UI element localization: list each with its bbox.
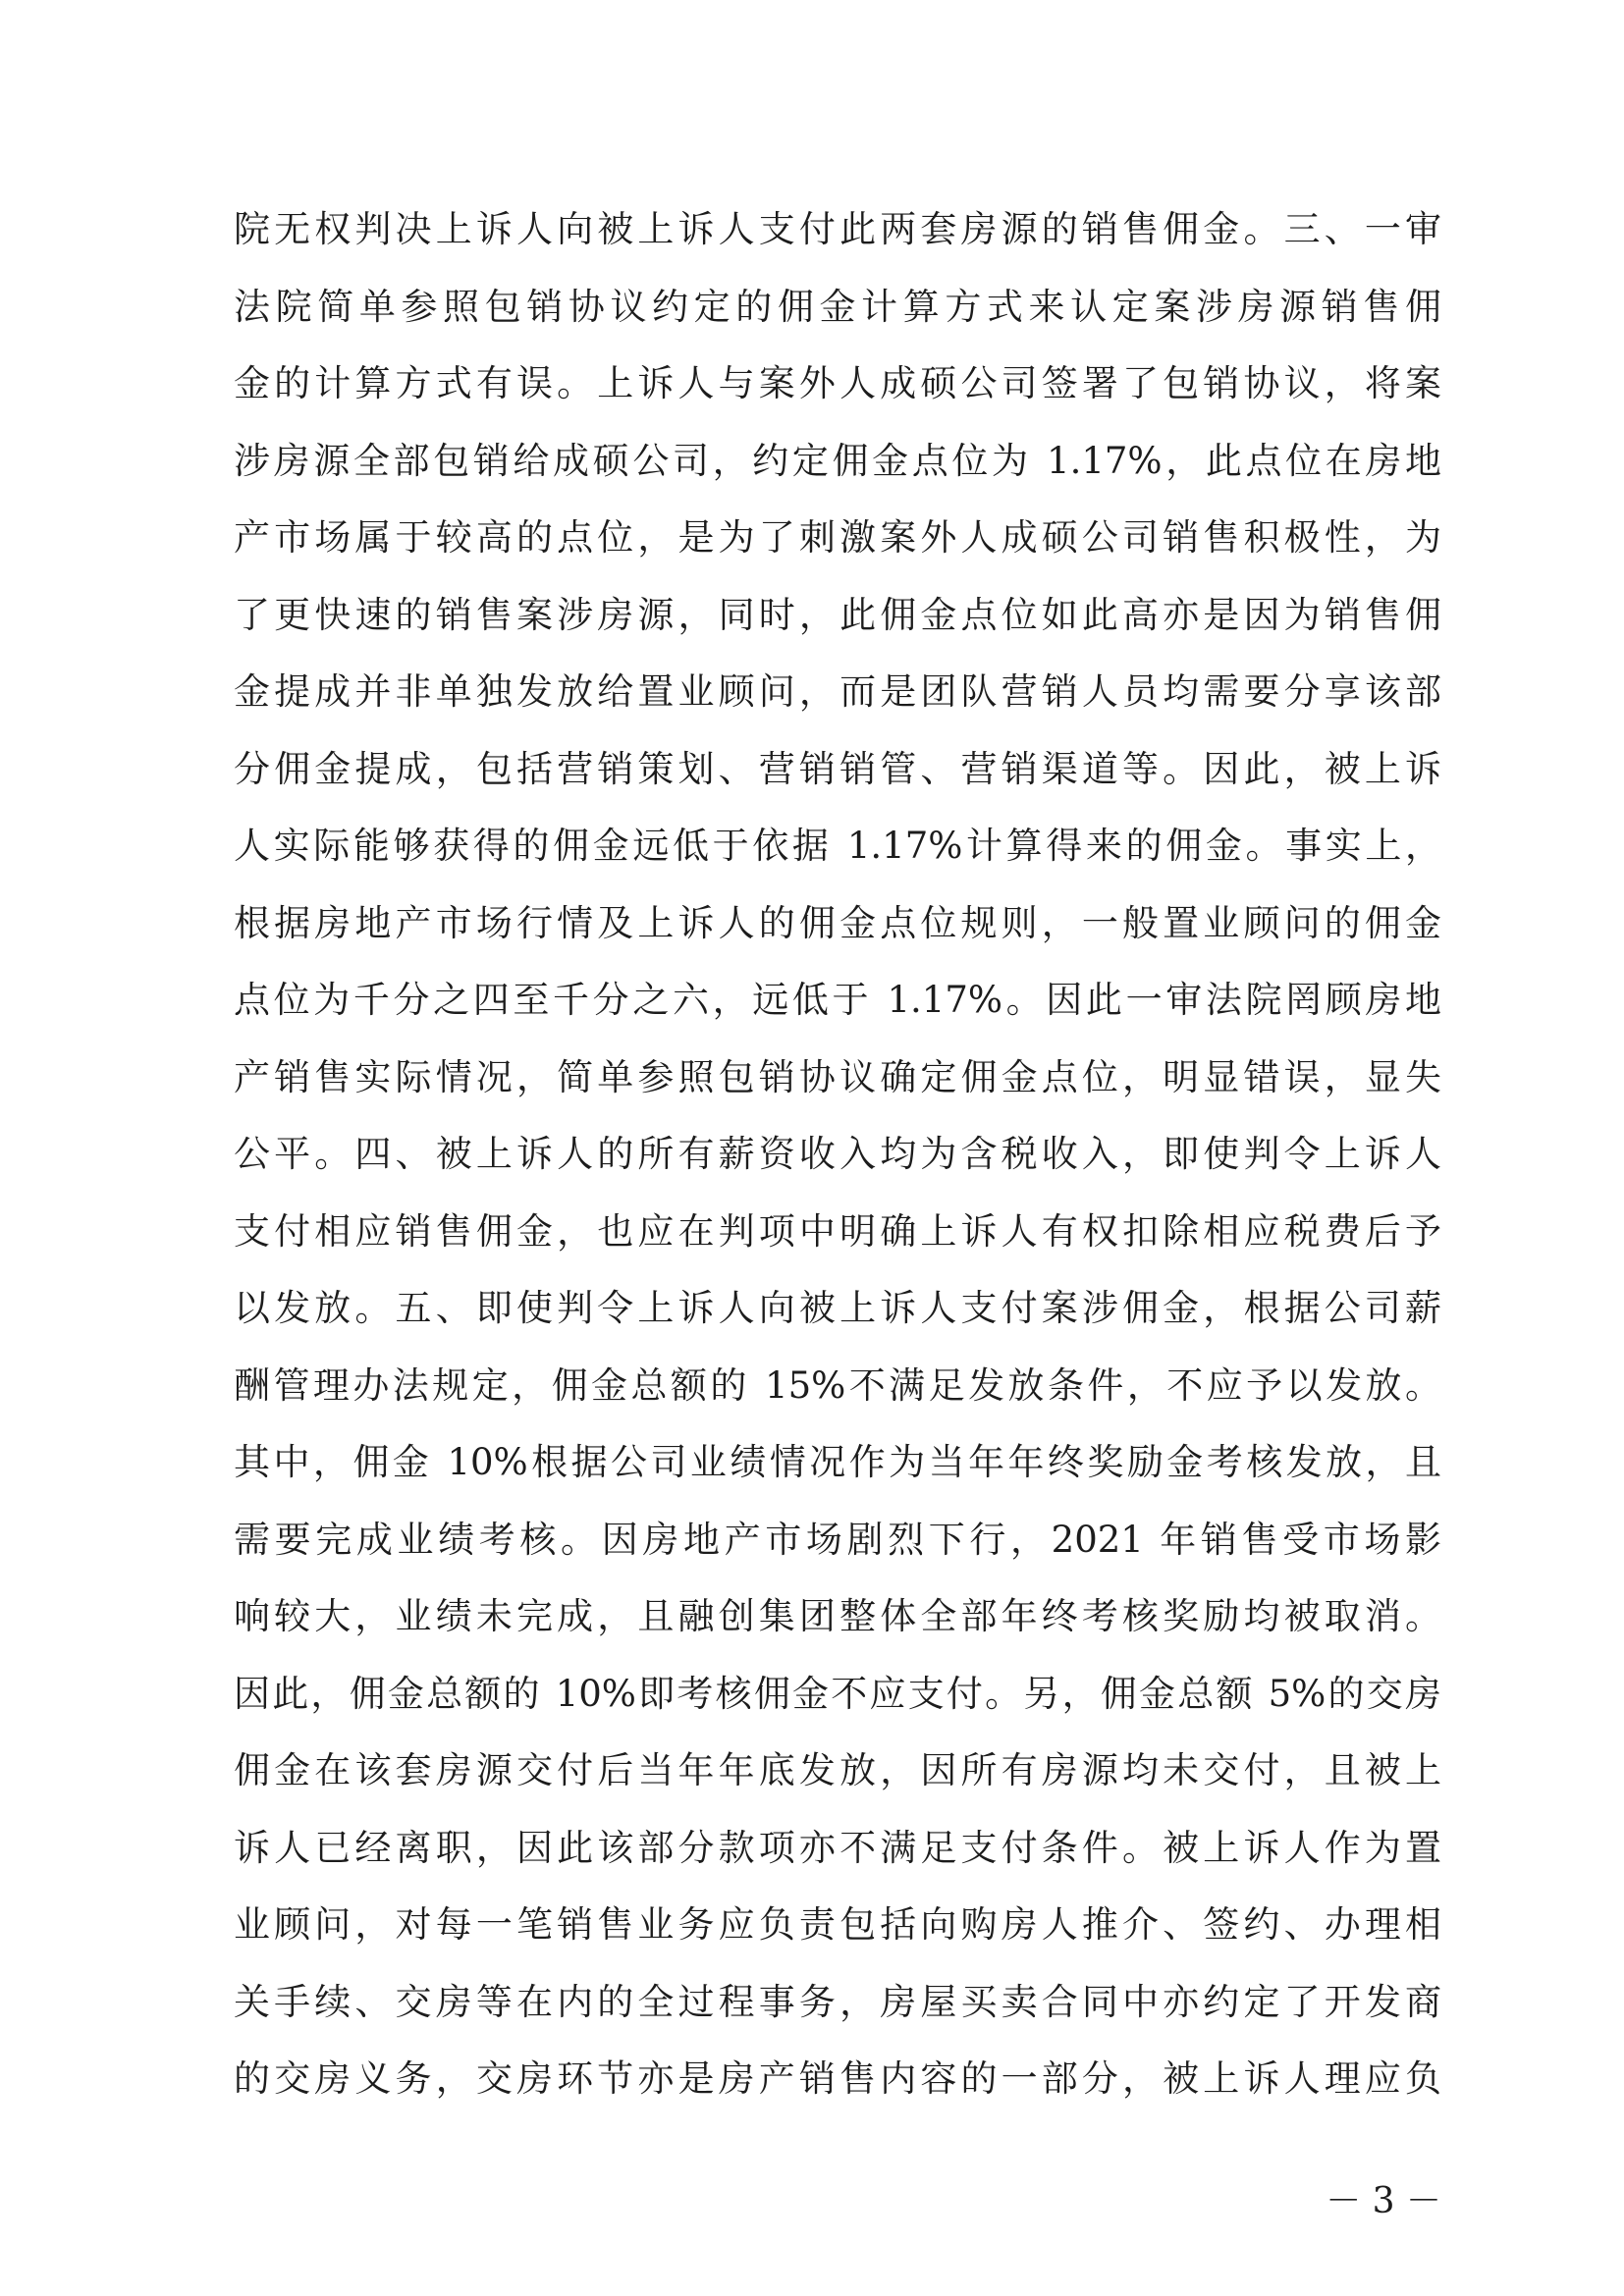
text-line: 金提成并非单独发放给置业顾问，而是团队营销人员均需要分享该部 — [234, 670, 1441, 713]
text-line: 诉人已经离职，因此该部分款项亦不满足支付条件。被上诉人作为置 — [234, 1826, 1441, 1869]
text-line: 涉房源全部包销给成硕公司，约定佣金点位为 1.17%，此点位在房地 — [234, 439, 1441, 482]
text-line: 酬管理办法规定，佣金总额的 15%不满足发放条件，不应予以发放。 — [234, 1363, 1441, 1407]
text-line: 需要完成业绩考核。因房地产市场剧烈下行，2021 年销售受市场影 — [234, 1518, 1441, 1561]
text-line: 佣金在该套房源交付后当年年底发放，因所有房源均未交付，且被上 — [234, 1749, 1441, 1791]
text-line: 公平。四、被上诉人的所有薪资收入均为含税收入，即使判令上诉人 — [234, 1133, 1441, 1175]
text-line: 了更快速的销售案涉房源，同时，此佣金点位如此高亦是因为销售佣 — [234, 593, 1441, 636]
text-line: 点位为千分之四至千分之六，远低于 1.17%。因此一审法院罔顾房地 — [234, 979, 1441, 1021]
text-line: 法院简单参照包销协议约定的佣金计算方式来认定案涉房源销售佣 — [234, 285, 1441, 328]
text-line: 产市场属于较高的点位，是为了刺激案外人成硕公司销售积极性，为 — [234, 516, 1441, 559]
text-line: 关手续、交房等在内的全过程事务，房屋买卖合同中亦约定了开发商 — [234, 1980, 1441, 2023]
body-paragraph — [234, 191, 1441, 2118]
text-line: 以发放。五、即使判令上诉人向被上诉人支付案涉佣金，根据公司薪 — [234, 1287, 1441, 1329]
text-line: 分佣金提成，包括营销策划、营销销管、营销渠道等。因此，被上诉 — [234, 747, 1441, 790]
text-line: 产销售实际情况，简单参照包销协议确定佣金点位，明显错误，显失 — [234, 1055, 1441, 1098]
text-line: 根据房地产市场行情及上诉人的佣金点位规则，一般置业顾问的佣金 — [234, 901, 1441, 944]
text-line: 金的计算方式有误。上诉人与案外人成硕公司签署了包销协议，将案 — [234, 362, 1441, 404]
text-line: 响较大，业绩未完成，且融创集团整体全部年终考核奖励均被取消。 — [234, 1595, 1441, 1637]
text-line: 院无权判决上诉人向被上诉人支付此两套房源的销售佣金。三、一审 — [234, 208, 1441, 250]
text-line: 支付相应销售佣金，也应在判项中明确上诉人有权扣除相应税费后予 — [234, 1209, 1441, 1253]
text-line: 人实际能够获得的佣金远低于依据 1.17%计算得来的佣金。事实上， — [234, 825, 1441, 867]
text-line: 因此，佣金总额的 10%即考核佣金不应支付。另，佣金总额 5%的交房 — [234, 1672, 1441, 1715]
text-line: 其中，佣金 10%根据公司业绩情况作为当年年终奖励金考核发放，且 — [234, 1441, 1441, 1483]
text-line: 业顾问，对每一笔销售业务应负责包括向购房人推介、签约、办理相 — [234, 1903, 1441, 1946]
text-line: 的交房义务，交房环节亦是房产销售内容的一部分，被上诉人理应负 — [234, 2057, 1441, 2100]
page-number: － 3 － — [1326, 2181, 1441, 2221]
